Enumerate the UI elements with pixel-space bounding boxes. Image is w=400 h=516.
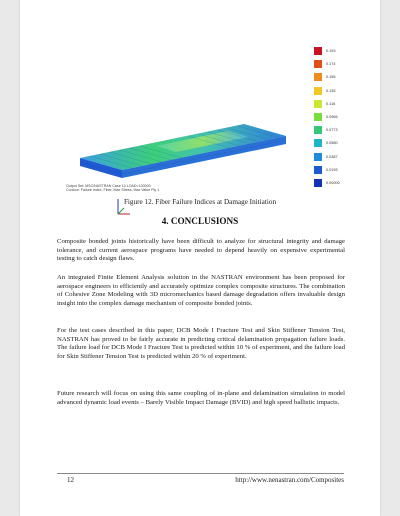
legend-value: 0.0580 (326, 141, 338, 146)
section-heading: 4. CONCLUSIONS (161, 216, 239, 226)
document-page (20, 0, 380, 516)
legend-swatch (314, 100, 322, 108)
legend-value: 0.193 (326, 49, 336, 53)
footer-url-link[interactable]: http://www.nenastran.com/Composites (235, 476, 344, 484)
legend-swatch (314, 126, 322, 134)
legend-swatch (314, 60, 322, 68)
legend-value: 0.155 (326, 75, 336, 80)
paragraph: Composite bonded joints historically have been difficult to analyze for structural integrity and damage tolerance, and current aerospace programs have needed to depend heavily on expensive experimental testing to catch design flaws. (57, 238, 345, 263)
legend-value: 0.0773 (326, 128, 338, 133)
legend-entry (314, 72, 336, 82)
legend-entry (314, 112, 338, 122)
legend-swatch (314, 47, 322, 55)
legend-swatch (314, 113, 322, 121)
legend-value: 0.135 (326, 88, 336, 93)
legend-swatch (314, 166, 322, 174)
legend-swatch (314, 179, 322, 187)
legend-entry (314, 46, 336, 56)
legend-value: 0.0193 (326, 167, 338, 172)
legend-value: 0.0387 (326, 154, 338, 159)
legend-swatch (314, 87, 322, 95)
legend-value: 0.00000 (326, 181, 340, 185)
paragraph: Future research will focus on using this same coupling of in-plane and delamination simulation to model advanced dynamic load events – Barely Visible Impact Damage (BVID) and high speed ballistic impacts. (57, 390, 345, 406)
figure-caption: Figure 12. Fiber Failure Indices at Damage Initiation (123, 198, 277, 206)
paragraph: An integrated Finite Element Analysis solution in the NASTRAN environment has been proposed for aerospace engineers to efficiently and accurately optimize complex composite structures. The combination of Cohesive Zone Modeling with 3D micromechanics based damage degradation offers invaluable design insight into the complex damage mechanism of composite bonded joints. (57, 274, 345, 307)
legend-swatch (314, 139, 322, 147)
legend-entry (314, 59, 336, 69)
model-info-line: Output Set: MSC/NASTRAN Case 10 LOAD=100000 (66, 184, 151, 188)
legend-entry (314, 99, 335, 109)
footer-divider (57, 473, 344, 474)
legend-entry (314, 138, 338, 148)
legend-entry (314, 178, 340, 188)
legend-entry (314, 125, 338, 135)
page-number: 12 (67, 476, 74, 484)
paragraph: For the test cases described in this paper, DCB Mode I Fracture Test and Skin Stiffener Tension Test, NASTRAN has proved to be fairly accurate in predicting critical delamination propagation failure loads. The failure load for DCB Mode I Fracture Test is predicted within 10 % of experiment, and the failure load for Skin Stiffener Tension Test is predicted within 20 % of experiment. (57, 327, 345, 360)
legend-entry (314, 86, 336, 96)
fea-figure (64, 36, 364, 196)
legend-value: 0.116 (326, 101, 336, 106)
fe-model-render (78, 114, 288, 188)
figure-model-info (66, 184, 266, 193)
legend-swatch (314, 73, 322, 81)
legend-entry (314, 152, 338, 162)
legend-value: 0.174 (326, 62, 336, 67)
legend-value: 0.0966 (326, 115, 338, 119)
legend-entry (314, 165, 338, 175)
model-info-line: Contour: Failure Index, Fiber, Max Stress, Max Value Ply 1 (66, 188, 160, 193)
legend-swatch (314, 153, 322, 161)
contour-legend (314, 46, 374, 196)
